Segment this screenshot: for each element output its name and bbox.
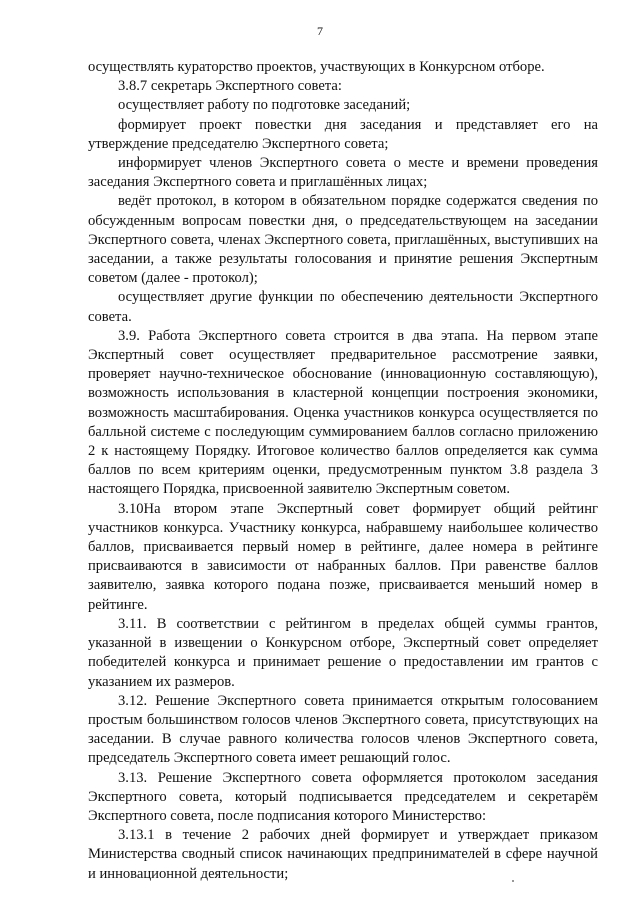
paragraph: информирует членов Экспертного совета о месте и времени проведения заседания Экспертного совета и приглашённых лицах; bbox=[88, 155, 598, 191]
paragraph: 3.8.7 секретарь Экспертного совета: bbox=[118, 78, 342, 95]
paragraph: ведёт протокол, в котором в обязательном порядке содержатся сведения по обсужденным вопросам повестки дня, о председательствующем на заседании Экспертного совета, членах Экспертного совета, приглашённых, выступивших на заседании, а также результаты голосования и принятие решения Экспертным советом (далее - протокол); bbox=[88, 193, 598, 287]
paragraph: 3.11. В соответствии с рейтингом в пределах общей суммы грантов, указанной в извещении о Конкурсном отборе, Экспертный совет определяет победителей конкурса и принимает решение о предоставлении им грантов с указанием их размеров. bbox=[88, 615, 598, 690]
page-number: 7 bbox=[317, 24, 323, 38]
paragraph: осуществлять кураторство проектов, участвующих в Конкурсном отборе. bbox=[88, 59, 545, 75]
paragraph: 3.10На втором этапе Экспертный совет формирует общий рейтинг участников конкурса. Участнику конкурса, набравшему наибольшее количество баллов, присваивается первый номер в рейтинге, далее номера в рейтинге присваиваются в зависимости от набранных баллов. При равенстве баллов заявителю, заявка которого подана позже, присваивается меньший номер в рейтинге. bbox=[88, 500, 598, 613]
paragraph: 3.13.1 в течение 2 рабочих дней формирует и утверждает приказом Министерства сводный список начинающих предпринимателей в сфере научной и инновационной деятельности; bbox=[88, 827, 598, 882]
paragraph: 3.12. Решение Экспертного совета принимается открытым голосованием простым большинством голосов членов Экспертного совета, присутствующих на заседании. В случае равного количества голосов членов Экспертного совета, председатель Экспертного совета имеет решающий голос. bbox=[88, 692, 598, 767]
paragraph: формирует проект повестки дня заседания и представляет его на утверждение председателю Экспертного совета; bbox=[88, 116, 598, 152]
scan-speck bbox=[512, 880, 514, 882]
paragraph: 3.9. Работа Экспертного совета строится в два этапа. На первом этапе Экспертный совет осуществляет предварительное рассмотрение заявки, проверяет научно-техническое обоснование (инновационную составляющую), возможность использования в кластерной концепции построения экономики, возможность масштабирования. Оценка участников конкурса осуществляется по балльной системе с последующим суммированием баллов согласно приложению 2 к настоящему Порядку. Итоговое количество баллов определяется как сумма баллов по всем критериям оценки, предусмотренным пунктом 3.8 раздела 3 настоящего Порядка, присвоенной заявителю Экспертным советом. bbox=[88, 327, 598, 498]
paragraph: 3.13. Решение Экспертного совета оформляется протоколом заседания Экспертного совета, который подписывается председателем и секретарём Экспертного совета, после подписания которого Министерство: bbox=[88, 769, 598, 824]
document-body bbox=[88, 58, 598, 884]
paragraph: осуществляет работу по подготовке заседаний; bbox=[118, 97, 411, 114]
paragraph: осуществляет другие функции по обеспечению деятельности Экспертного совета. bbox=[88, 289, 598, 325]
